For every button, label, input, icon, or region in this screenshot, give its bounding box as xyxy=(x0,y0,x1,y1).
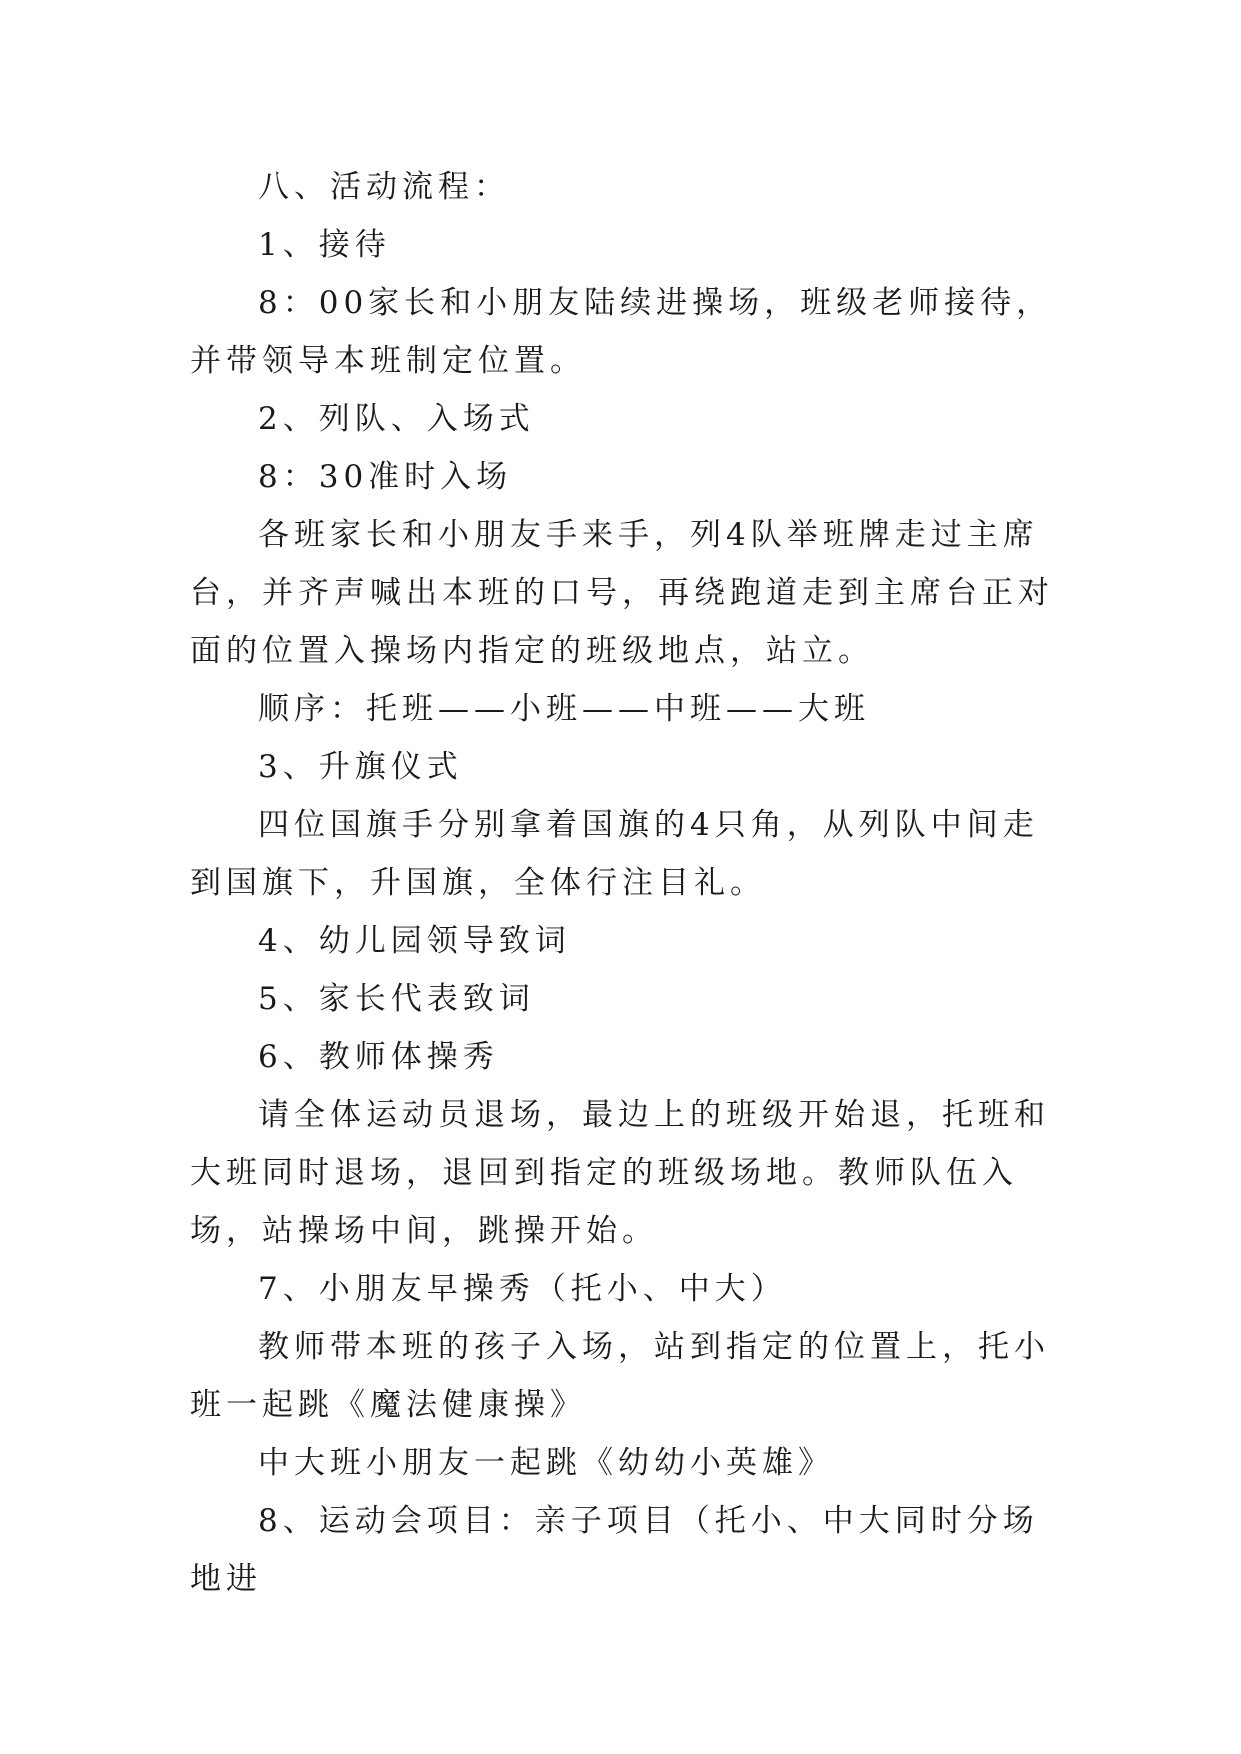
paragraph-entrance-details: 各班家长和小朋友手来手，列4队举班牌走过主席台，并齐声喊出本班的口号，再绕跑道走到主席台正对面的位置入操场内指定的班级地点，站立。 xyxy=(190,517,1054,669)
item-heading-parent-speech: 5、家长代表致词 xyxy=(258,981,535,1017)
paragraph-teacher-exercise: 请全体运动员退场，最边上的班级开始退，托班和大班同时退场，退回到指定的班级场地。教师队伍入场，站操场中间，跳操开始。 xyxy=(190,1097,1050,1249)
item-heading-flag-raising: 3、升旗仪式 xyxy=(258,749,463,785)
paragraph-children-exercise-big: 中大班小朋友一起跳《幼幼小英雄》 xyxy=(258,1445,834,1481)
item-heading-sports-events: 8、运动会项目：亲子项目（托小、中大同时分场地进 xyxy=(190,1503,1039,1597)
paragraph-reception: 8：00家长和小朋友陆续进操场，班级老师接待，并带领导本班制定位置。 xyxy=(190,285,1053,379)
item-heading-children-exercise: 7、小朋友早操秀（托小、中大） xyxy=(258,1271,787,1307)
paragraph-children-exercise-small: 教师带本班的孩子入场，站到指定的位置上，托小班一起跳《魔法健康操》 xyxy=(190,1329,1050,1423)
item-heading-reception: 1、接待 xyxy=(258,227,391,263)
paragraph-order: 顺序：托班——小班——中班——大班 xyxy=(258,691,870,727)
paragraph-flag-raising: 四位国旗手分别拿着国旗的4只角，从列队中间走到国旗下，升国旗，全体行注目礼。 xyxy=(190,807,1039,901)
document-body xyxy=(190,158,1070,1608)
item-heading-leader-speech: 4、幼儿园领导致词 xyxy=(258,923,571,959)
paragraph-entrance-time: 8：30准时入场 xyxy=(258,459,513,495)
section-heading-activity-flow: 八、活动流程： xyxy=(258,169,510,205)
item-heading-teacher-exercise: 6、教师体操秀 xyxy=(258,1039,499,1075)
item-heading-lineup-entrance: 2、列队、入场式 xyxy=(258,401,535,437)
